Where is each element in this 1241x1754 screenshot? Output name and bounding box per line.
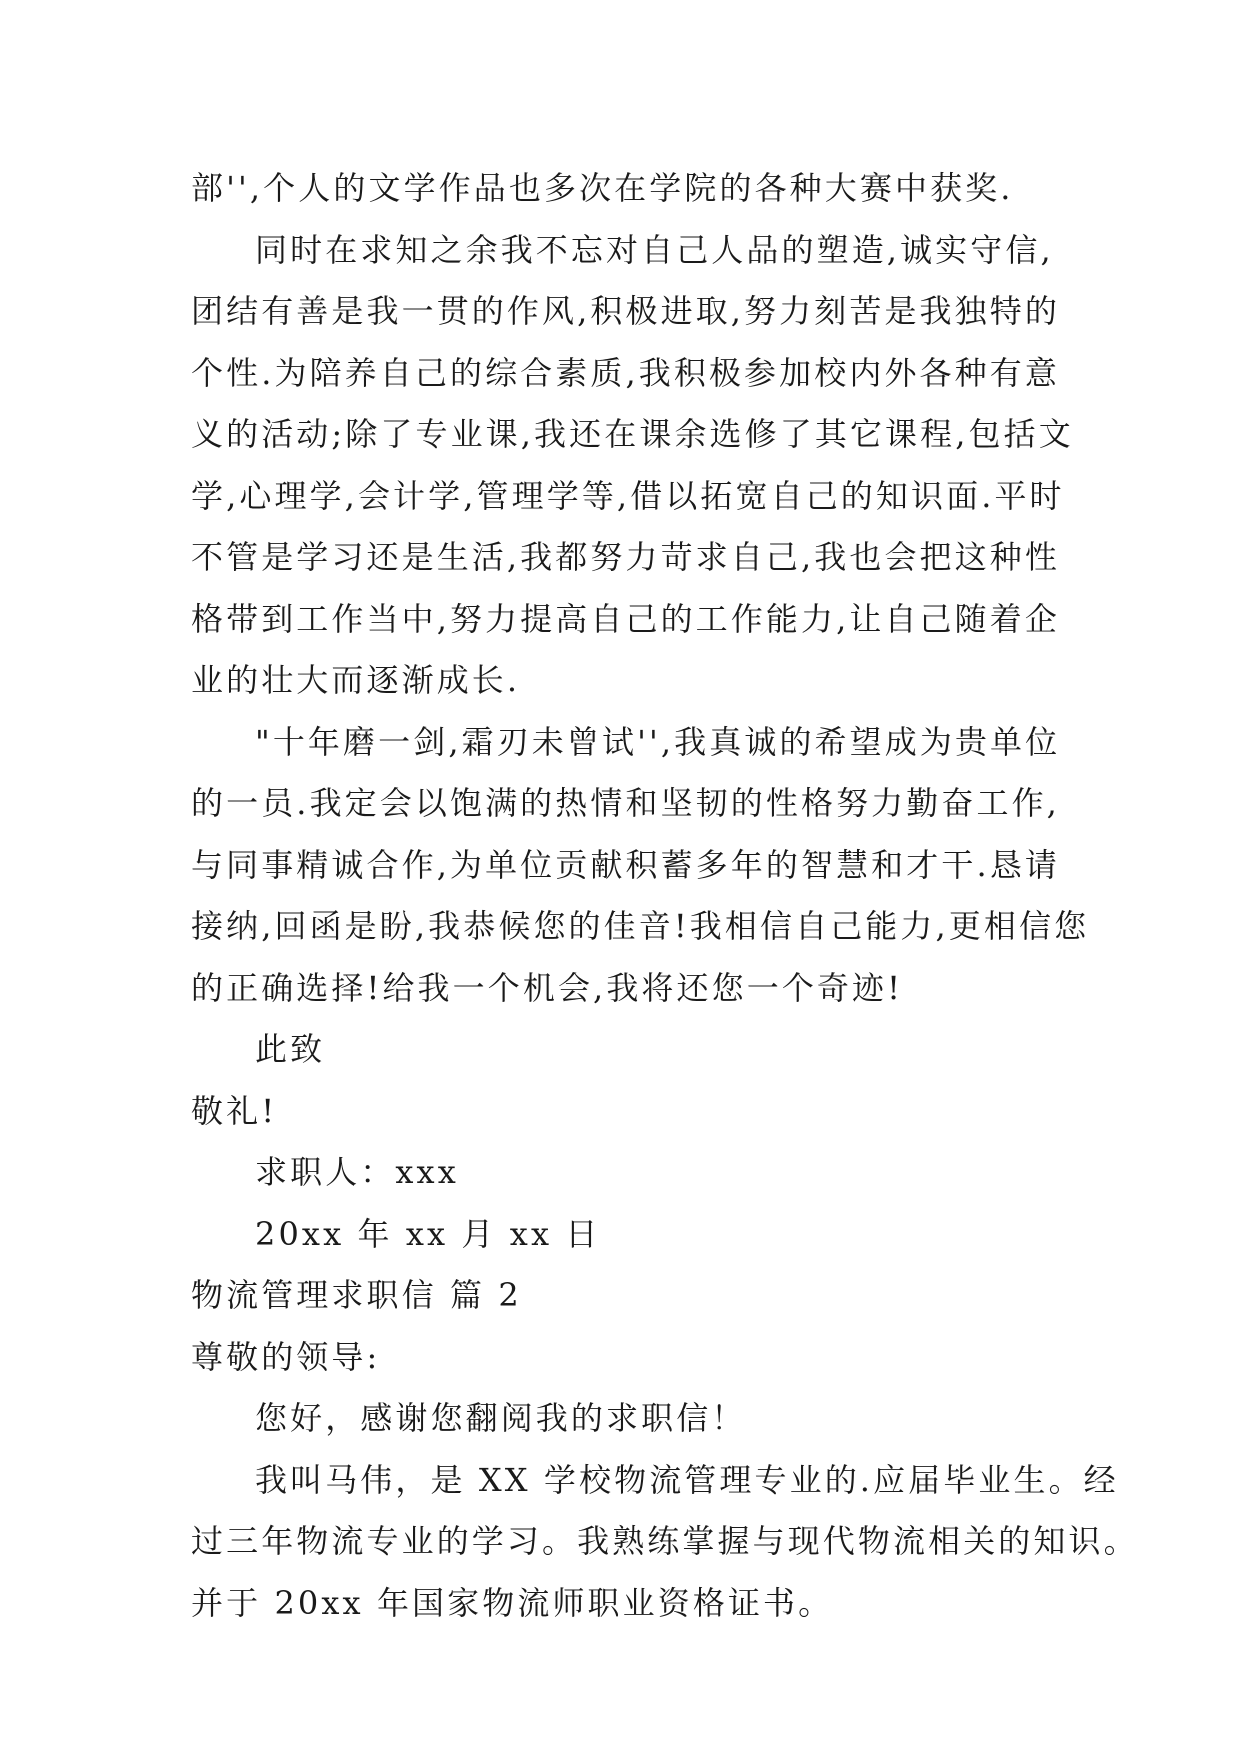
- text-line: 您好，感谢您翻阅我的求职信！: [255, 1399, 747, 1437]
- text-line: 学,心理学,会计学,管理学等,借以拓宽自己的知识面.平时: [191, 476, 1065, 515]
- text-line: 义的活动;除了专业课,我还在课余选修了其它课程,包括文: [191, 415, 1074, 453]
- applicant-signature: 求职人：xxx: [255, 1153, 459, 1191]
- closing-salutation: 此致: [255, 1030, 326, 1068]
- text-line: 格带到工作当中,努力提高自己的工作能力,让自己随着企: [191, 599, 1060, 638]
- text-line: 不管是学习还是生活,我都努力苛求自己,我也会把这种性: [191, 538, 1060, 576]
- text-line: 业的壮大而逐渐成长.: [191, 661, 521, 699]
- text-line: 并于 20xx 年国家物流师职业资格证书。: [191, 1583, 834, 1622]
- text-line: 的一员.我定会以饱满的热情和坚韧的性格努力勤奋工作,: [191, 784, 1060, 822]
- section-title: 物流管理求职信 篇 2: [191, 1276, 522, 1314]
- text-line: "十年磨一剑,霜刃未曾试'',我真诚的希望成为贵单位: [255, 722, 1061, 761]
- text-line: 过三年物流专业的学习。我熟练掌握与现代物流相关的知识。: [191, 1522, 1139, 1560]
- greeting: 尊敬的领导:: [191, 1337, 381, 1376]
- text-line: 接纳,回函是盼,我恭候您的佳音!我相信自己能力,更相信您: [191, 907, 1090, 945]
- text-line: 部'',个人的文学作品也多次在学院的各种大赛中获奖.: [191, 169, 1014, 207]
- text-line: 与同事精诚合作,为单位贡献积蓄多年的智慧和才干.恳请: [191, 845, 1060, 884]
- text-line: 的正确选择!给我一个机会,我将还您一个奇迹!: [191, 968, 904, 1007]
- letter-body: [191, 158, 1139, 1634]
- text-line: 同时在求知之余我不忘对自己人品的塑造,诚实守信,: [255, 230, 1054, 269]
- closing-regards: 敬礼!: [191, 1091, 278, 1130]
- text-line: 个性.为陪养自己的综合素质,我积极参加校内外各种有意: [191, 353, 1060, 392]
- text-line: 我叫马伟，是 XX 学校物流管理专业的.应届毕业生。经: [255, 1460, 1119, 1499]
- letter-date: 20xx 年 xx 月 xx 日: [255, 1214, 601, 1253]
- text-line: 团结有善是我一贯的作风,积极进取,努力刻苦是我独特的: [191, 292, 1060, 330]
